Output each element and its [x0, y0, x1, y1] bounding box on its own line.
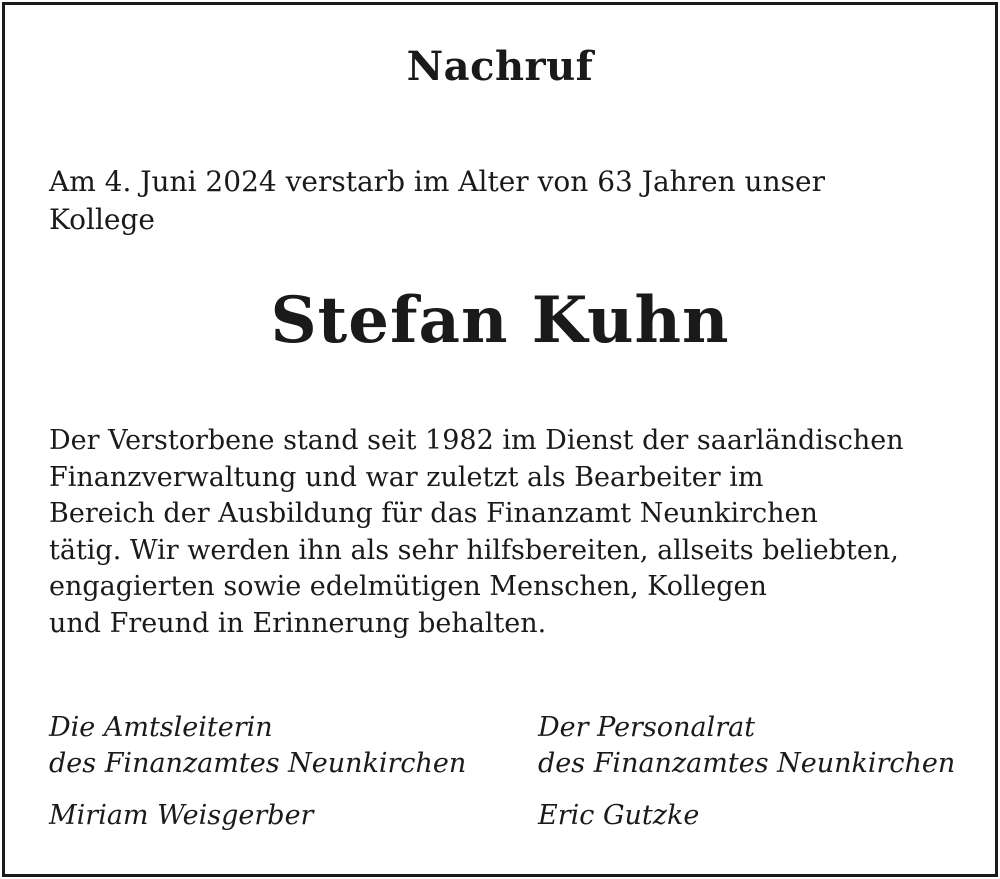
body-line: engagierten sowie edelmütigen Menschen, Kollegen: [49, 571, 767, 602]
intro-text: [49, 163, 949, 239]
deceased-name: Stefan Kuhn: [270, 283, 730, 358]
signature-organization: des Finanzamtes Neunkirchen: [49, 748, 467, 779]
signature-block-left: [49, 710, 489, 834]
body-line: Bereich der Ausbildung für das Finanzamt Neunkirchen: [49, 498, 818, 529]
obituary-body: [49, 423, 959, 642]
obituary-heading: Nachruf: [406, 43, 594, 90]
signature-person: Eric Gutzke: [538, 800, 700, 831]
signature-organization: des Finanzamtes Neunkirchen: [538, 748, 956, 779]
signature-person: Miriam Weisgerber: [49, 800, 314, 831]
obituary-frame: [2, 2, 998, 877]
body-line: Der Verstorbene stand seit 1982 im Dienst der saarländischen: [49, 425, 904, 456]
signature-block-right: [538, 710, 978, 834]
body-line: und Freund in Erinnerung behalten.: [49, 607, 547, 639]
signature-role: Die Amtsleiterin: [49, 712, 273, 743]
body-line: tätig. Wir werden ihn als sehr hilfsbereiten, allseits beliebten,: [49, 534, 899, 566]
intro-line: Kollege: [49, 203, 155, 236]
signature-role: Der Personalrat: [538, 712, 756, 743]
intro-line: Am 4. Juni 2024 verstarb im Alter von 63 Jahren unser: [49, 165, 825, 198]
body-line: Finanzverwaltung und war zuletzt als Bearbeiter im: [49, 461, 764, 493]
